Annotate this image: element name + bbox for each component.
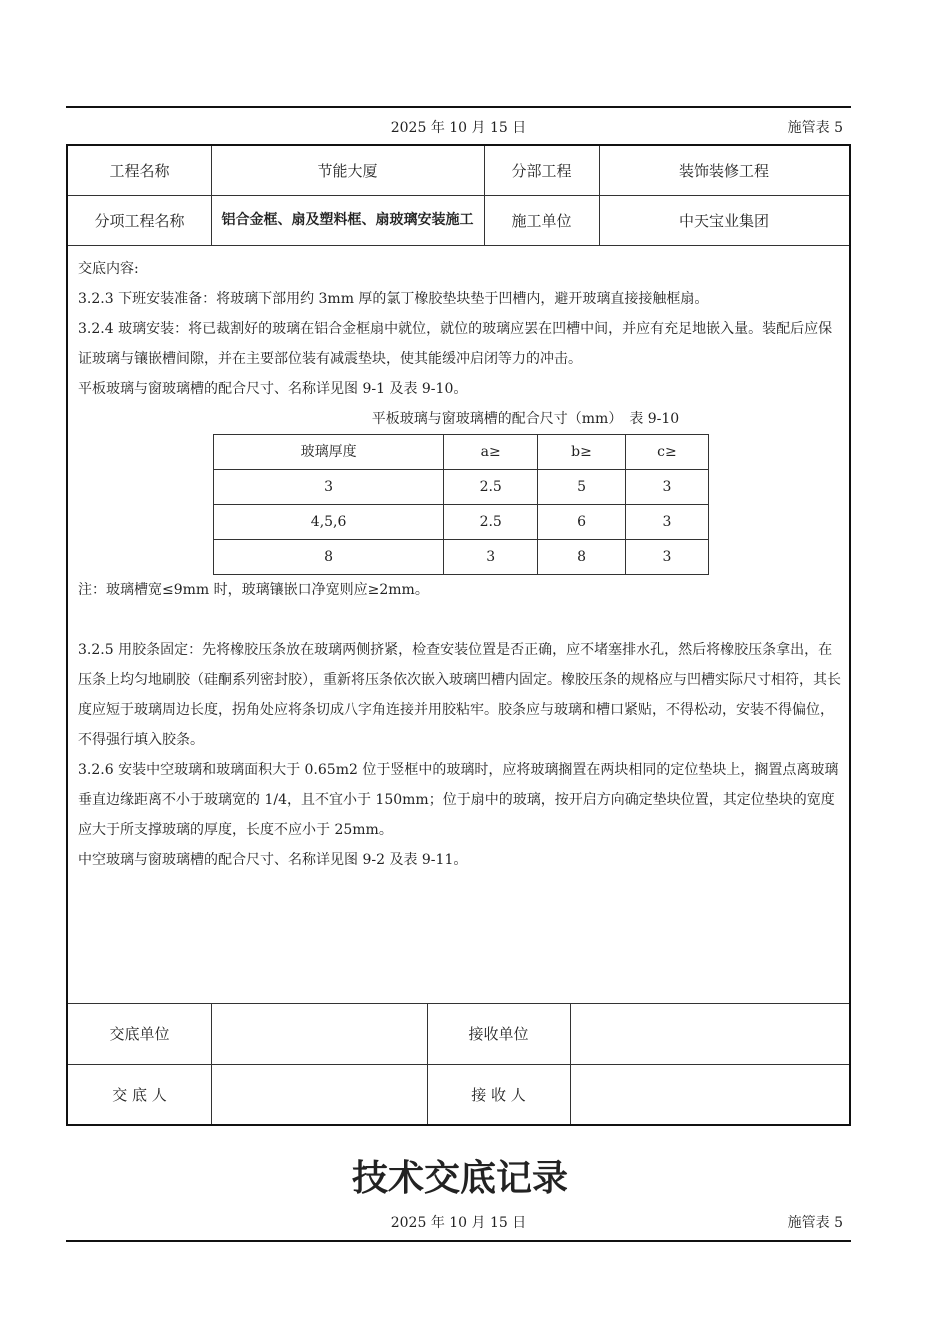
table-cell: 3 <box>625 505 708 540</box>
division-value: 装饰装修工程 <box>678 162 769 180</box>
next-page-title: 技术交底记录 <box>351 1158 568 1199</box>
table-row <box>214 470 709 505</box>
table-header-cell: c≥ <box>625 435 708 470</box>
paragraph-3-2-6: 3.2.6 安装中空玻璃和玻璃面积大于 0.65m2 位于竖框中的玻璃时，应将玻璃搁置在两块相同的定位垫块上，搁置点离玻璃垂直边缘距离不小于玻璃宽的 1/4，且不宜小于 150mm；位于扇中的玻璃，按开启方向确定垫块位置，其定位垫块的宽度应大于所支撑玻璃的厚度，长度不应小于 25mm。 <box>78 762 839 838</box>
receiver-label: 接 收 人 <box>471 1085 526 1104</box>
paragraph-3-2-5: 3.2.5 用胶条固定：先将橡胶压条放在玻璃两侧挤紧，检查安装位置是否正确，应不堵塞排水孔，然后将橡胶压条拿出，在压条上均匀地刷胶（硅酮系列密封胶），重新将压条依次嵌入玻璃凹槽内固定。橡胶压条的规格应与凹槽实际尺寸相符，其长度应短于玻璃周边长度，拐角处应将条切成八字角连接并用胶粘牢。胶条应与玻璃和槽口紧贴，不得松动，安装不得偏位，不得强行填入胶条。 <box>78 642 841 748</box>
contractor-label: 施工单位 <box>511 211 572 230</box>
disclosure-record-table <box>66 144 851 1126</box>
table-header-cell: b≥ <box>538 435 626 470</box>
issuer-unit-field[interactable] <box>211 1003 427 1064</box>
receiver-unit-label: 接收单位 <box>468 1025 529 1043</box>
issuer-label: 交 底 人 <box>112 1085 167 1104</box>
grid-line <box>68 245 849 246</box>
form-number: 施管表 5 <box>787 120 843 136</box>
table-cell: 2.5 <box>444 505 538 540</box>
sub-item-value: 铝合金框、扇及塑料框、扇玻璃安装施工 <box>221 212 474 228</box>
contractor-value: 中天宝业集团 <box>678 211 769 230</box>
disclosure-content <box>78 254 843 875</box>
table-cell: 3 <box>625 540 708 575</box>
issuer-field[interactable] <box>211 1064 427 1124</box>
reference-note-9-10: 平板玻璃与窗玻璃槽的配合尺寸、名称详见图 9-1 及表 9-10。 <box>78 381 468 397</box>
header-date: 2025 年 10 月 15 日 <box>390 120 527 136</box>
table-header-cell: a≥ <box>444 435 538 470</box>
glass-groove-table <box>213 434 709 575</box>
blank-line <box>78 605 843 635</box>
table-header-row <box>214 435 709 470</box>
table-cell: 3 <box>444 540 538 575</box>
receiver-unit-field[interactable] <box>570 1003 849 1064</box>
table-row <box>214 540 709 575</box>
table-cell: 3 <box>214 470 444 505</box>
reference-note-9-11: 中空玻璃与窗玻璃槽的配合尺寸、名称详见图 9-2 及表 9-11。 <box>78 852 468 868</box>
table-cell: 8 <box>538 540 626 575</box>
table-caption: 平板玻璃与窗玻璃槽的配合尺寸（mm） 表 9-10 <box>371 411 680 427</box>
sub-item-label: 分项工程名称 <box>94 211 185 230</box>
table-cell: 8 <box>214 540 444 575</box>
project-name-value: 节能大厦 <box>317 162 378 180</box>
content-heading: 交底内容: <box>78 261 139 277</box>
division-label: 分部工程 <box>511 162 572 180</box>
top-rule <box>66 106 851 108</box>
table-cell: 6 <box>538 505 626 540</box>
issuer-unit-label: 交底单位 <box>109 1025 170 1043</box>
next-page-date: 2025 年 10 月 15 日 <box>390 1215 527 1231</box>
table-cell: 2.5 <box>444 470 538 505</box>
table-cell: 5 <box>538 470 626 505</box>
table-header-cell: 玻璃厚度 <box>214 435 444 470</box>
project-name-label: 工程名称 <box>109 162 170 180</box>
table-row <box>214 505 709 540</box>
receiver-field[interactable] <box>570 1064 849 1124</box>
paragraph-3-2-4: 3.2.4 玻璃安装：将已裁割好的玻璃在铝合金框扇中就位，就位的玻璃应罢在凹槽中间，并应有充足地嵌入量。装配后应保证玻璃与镶嵌槽间隙，并在主要部位装有减震垫块，使其能缓冲启闭等力的冲击。 <box>78 321 833 367</box>
table-cell: 4,5,6 <box>214 505 444 540</box>
table-cell: 3 <box>625 470 708 505</box>
paragraph-3-2-3: 3.2.3 下班安装准备：将玻璃下部用约 3mm 厚的氯丁橡胶垫块垫于凹槽内，避开玻璃直接接触框扇。 <box>78 291 709 307</box>
table-note: 注：玻璃槽宽≤9mm 时，玻璃镶嵌口净宽则应≥2mm。 <box>78 582 429 598</box>
next-page-form-number: 施管表 5 <box>787 1215 843 1231</box>
bottom-rule <box>66 1240 851 1242</box>
